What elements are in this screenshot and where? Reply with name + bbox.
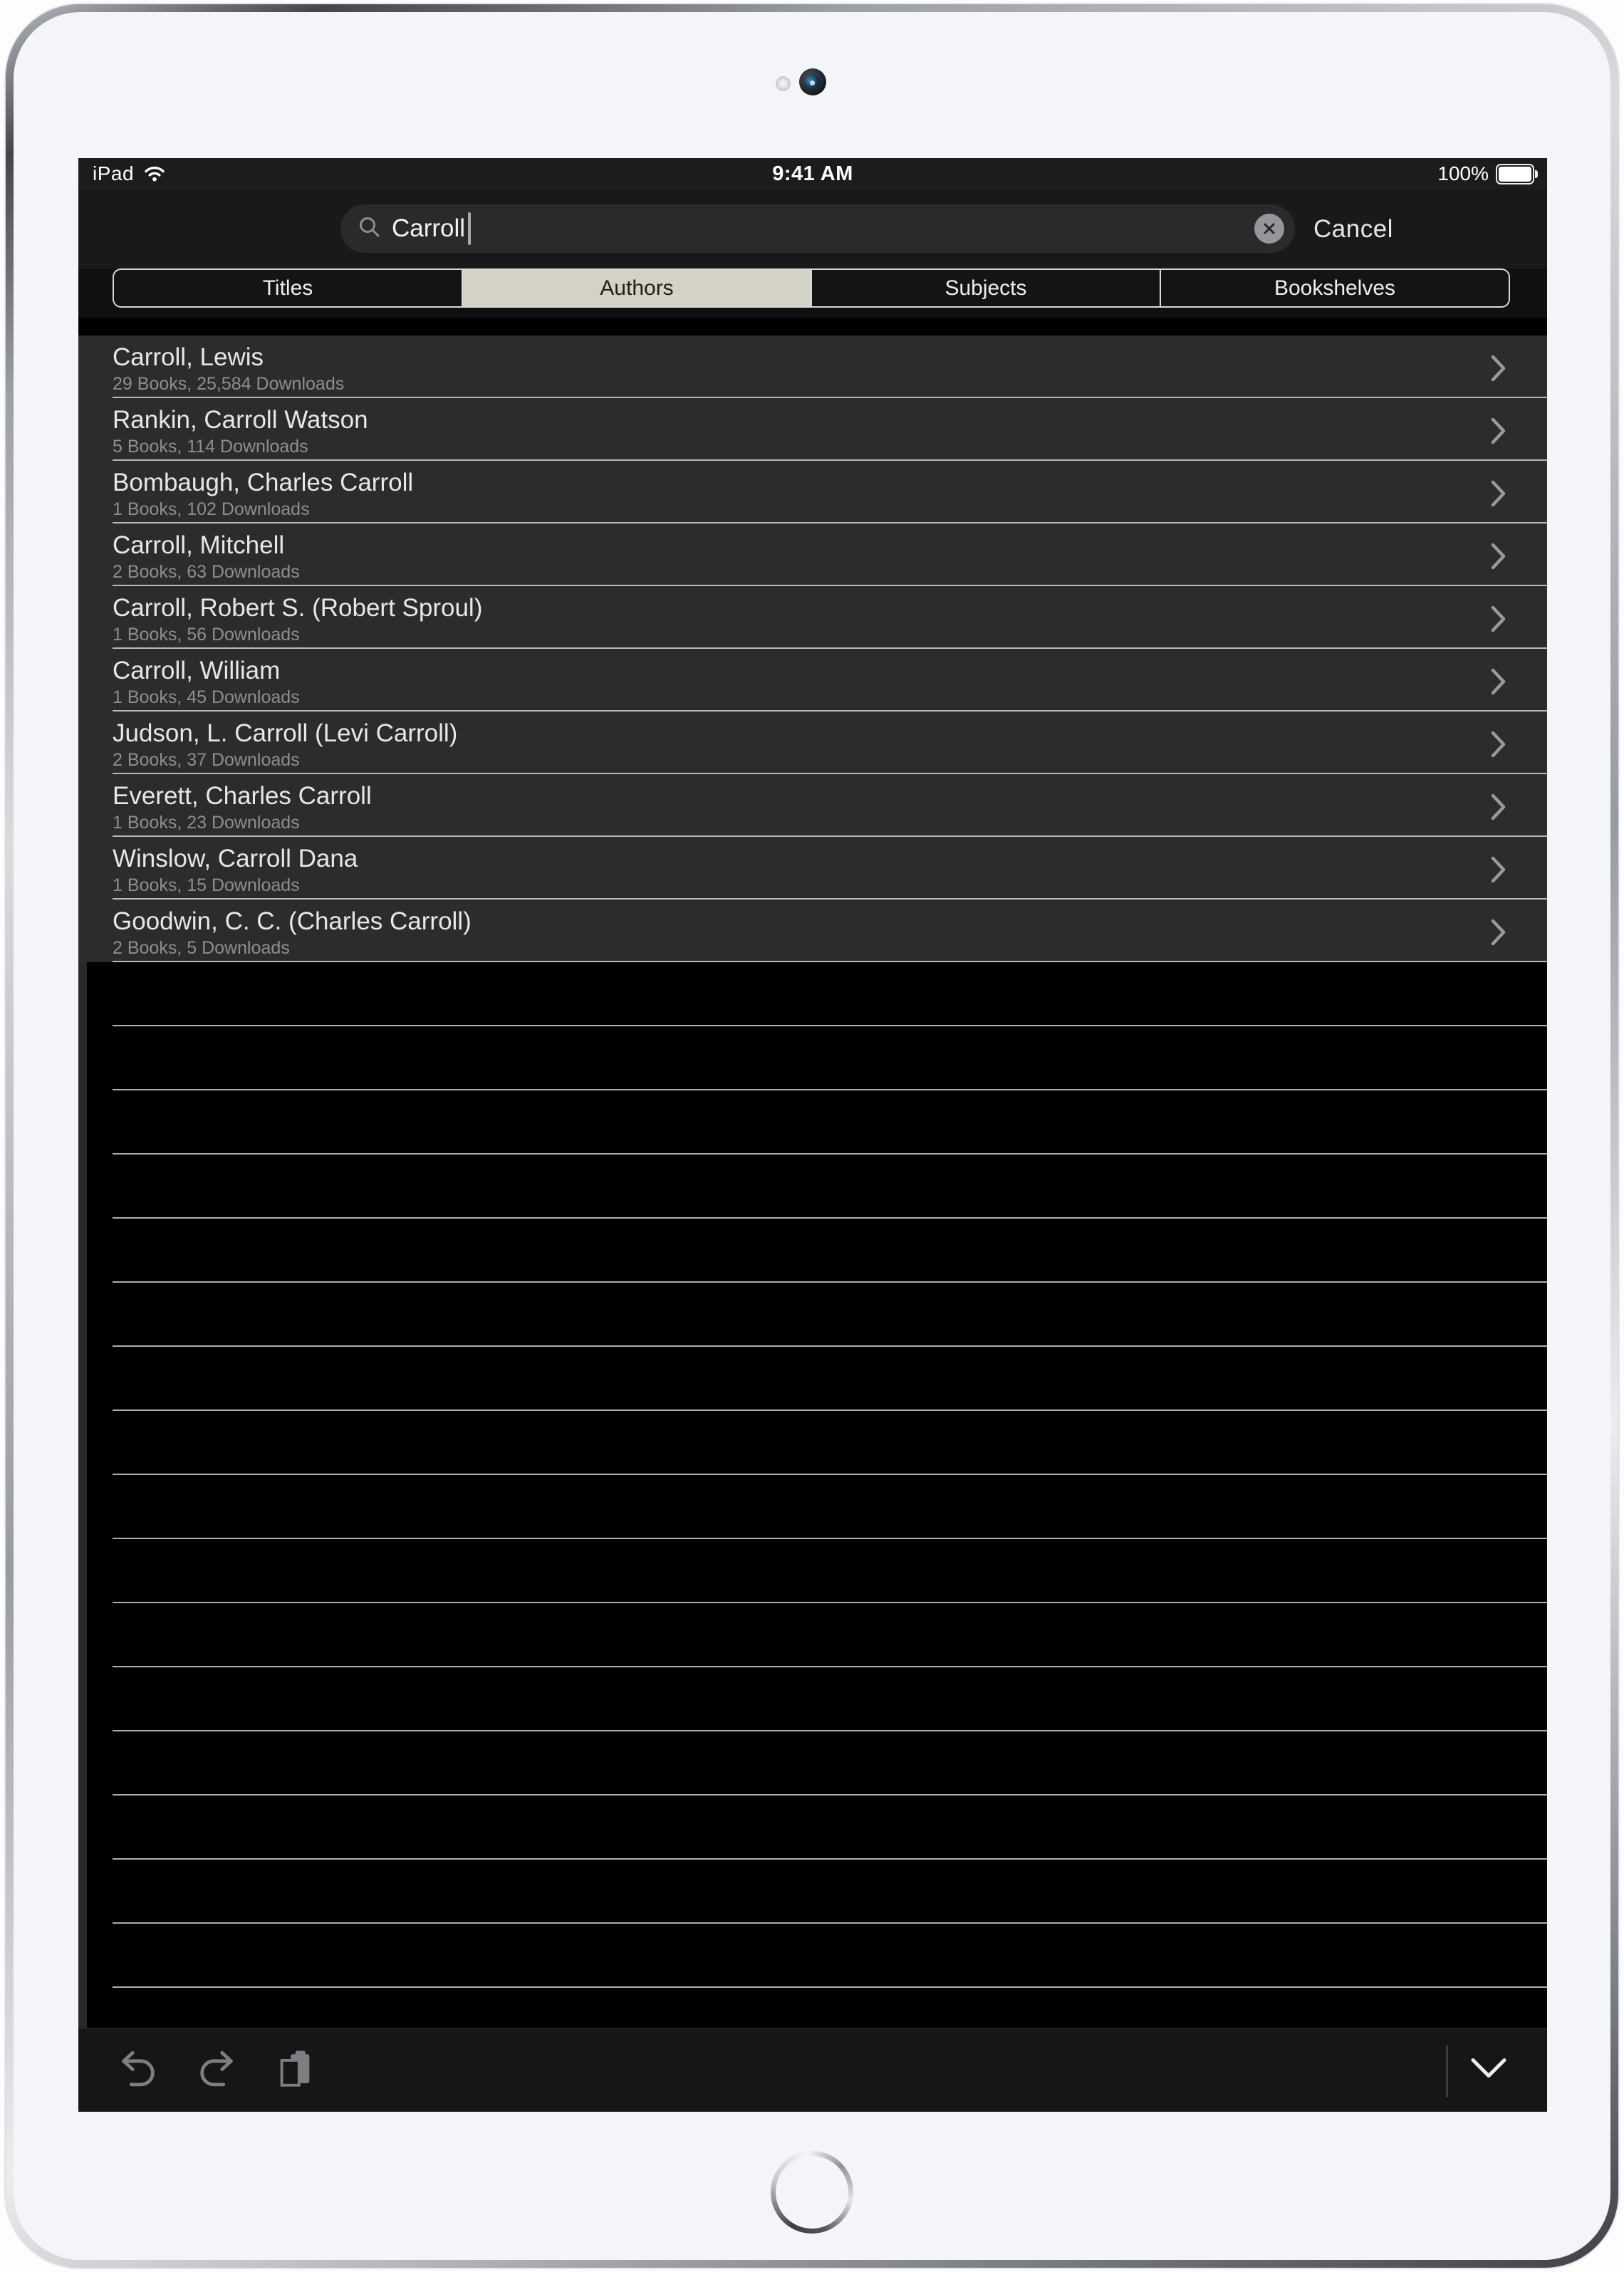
result-name: Goodwin, C. C. (Charles Carroll): [113, 907, 472, 935]
chevron-right-icon: [1490, 605, 1507, 637]
tabs-row: [78, 269, 1547, 318]
chevron-right-icon: [1490, 793, 1507, 825]
chevron-right-icon: [1490, 479, 1507, 511]
segmented-control: [113, 269, 1510, 308]
undo-icon[interactable]: [115, 2047, 160, 2095]
result-name: Carroll, Mitchell: [113, 531, 285, 559]
chevron-right-icon: [1490, 354, 1507, 386]
light-sensor: [776, 76, 791, 91]
result-meta: 2 Books, 37 Downloads: [113, 750, 300, 770]
cancel-button[interactable]: Cancel: [1313, 214, 1393, 243]
front-camera: [799, 68, 826, 95]
author-result-row[interactable]: [78, 649, 1547, 712]
empty-row: [113, 1667, 1547, 1731]
empty-row: [113, 1411, 1547, 1475]
result-meta: 1 Books, 15 Downloads: [113, 875, 300, 895]
result-meta: 1 Books, 23 Downloads: [113, 813, 300, 833]
empty-row: [113, 1603, 1547, 1667]
redo-icon[interactable]: [195, 2047, 239, 2095]
tab-authors[interactable]: Authors: [463, 270, 812, 306]
author-result-row[interactable]: [78, 586, 1547, 649]
empty-row: [113, 1347, 1547, 1411]
paste-icon[interactable]: [272, 2047, 316, 2095]
result-name: Judson, L. Carroll (Levi Carroll): [113, 719, 458, 747]
circle-x-icon[interactable]: [1254, 214, 1284, 244]
search-bar: [78, 189, 1547, 269]
result-meta: 5 Books, 114 Downloads: [113, 437, 308, 457]
search-input[interactable]: [340, 204, 1295, 253]
chevron-right-icon: [1490, 667, 1507, 699]
empty-row: [113, 1155, 1547, 1219]
empty-row: [113, 1860, 1547, 1924]
result-meta: 2 Books, 63 Downloads: [113, 562, 300, 582]
author-result-row[interactable]: [78, 774, 1547, 837]
empty-row: [113, 1796, 1547, 1860]
result-meta: 29 Books, 25,584 Downloads: [113, 374, 345, 394]
text-cursor: [468, 212, 471, 245]
author-result-row[interactable]: [78, 900, 1547, 962]
result-meta: 2 Books, 5 Downloads: [113, 938, 290, 958]
tab-bookshelves[interactable]: Bookshelves: [1274, 276, 1396, 300]
chevron-right-icon: [1490, 542, 1507, 574]
clock: 9:41 AM: [772, 162, 853, 185]
chevron-right-icon: [1490, 417, 1507, 449]
toolbar-divider: [1446, 2046, 1448, 2097]
empty-row: [113, 1539, 1547, 1603]
result-name: Carroll, Robert S. (Robert Sproul): [113, 594, 483, 622]
empty-row: [113, 962, 1547, 1026]
status-bar: [78, 158, 1547, 189]
empty-rows-area: [78, 962, 1547, 2028]
author-result-row[interactable]: [78, 837, 1547, 900]
tab-subjects[interactable]: Subjects: [812, 270, 1161, 306]
carrier-label: iPad: [93, 162, 135, 184]
author-result-row[interactable]: [78, 461, 1547, 523]
author-result-row[interactable]: [78, 398, 1547, 461]
tab-titles[interactable]: Titles: [114, 270, 463, 306]
result-name: Bombaugh, Charles Carroll: [113, 469, 414, 496]
search-query-text: Carroll: [392, 214, 466, 242]
results-list: [78, 335, 1547, 962]
result-name: Everett, Charles Carroll: [113, 782, 372, 810]
empty-row: [113, 1026, 1547, 1090]
chevron-right-icon: [1490, 918, 1507, 950]
battery-percent: 100%: [1437, 162, 1489, 184]
result-name: Rankin, Carroll Watson: [113, 406, 368, 434]
empty-row: [113, 1090, 1547, 1155]
empty-row: [113, 1924, 1547, 1988]
empty-row: [113, 1988, 1547, 2028]
home-button[interactable]: [771, 2151, 853, 2234]
result-meta: 1 Books, 102 Downloads: [113, 499, 310, 519]
battery-full-icon: [1496, 164, 1534, 184]
keyboard-toolbar: [78, 2028, 1547, 2112]
empty-row: [113, 1475, 1547, 1539]
keyboard-dismiss-icon[interactable]: [1469, 2056, 1509, 2085]
author-result-row[interactable]: [78, 712, 1547, 774]
result-meta: 1 Books, 45 Downloads: [113, 687, 300, 707]
list-gap: [78, 318, 1547, 335]
author-result-row[interactable]: [78, 523, 1547, 586]
empty-row: [113, 1219, 1547, 1283]
chevron-right-icon: [1490, 730, 1507, 762]
author-result-row[interactable]: [78, 335, 1547, 398]
magnifier-icon: [358, 215, 382, 243]
result-name: Carroll, William: [113, 657, 281, 684]
empty-row: [113, 1283, 1547, 1347]
result-name: Winslow, Carroll Dana: [113, 845, 358, 872]
screen: [78, 158, 1547, 2112]
empty-row: [113, 1731, 1547, 1796]
result-name: Carroll, Lewis: [113, 343, 264, 371]
chevron-right-icon: [1490, 855, 1507, 887]
result-meta: 1 Books, 56 Downloads: [113, 625, 300, 645]
